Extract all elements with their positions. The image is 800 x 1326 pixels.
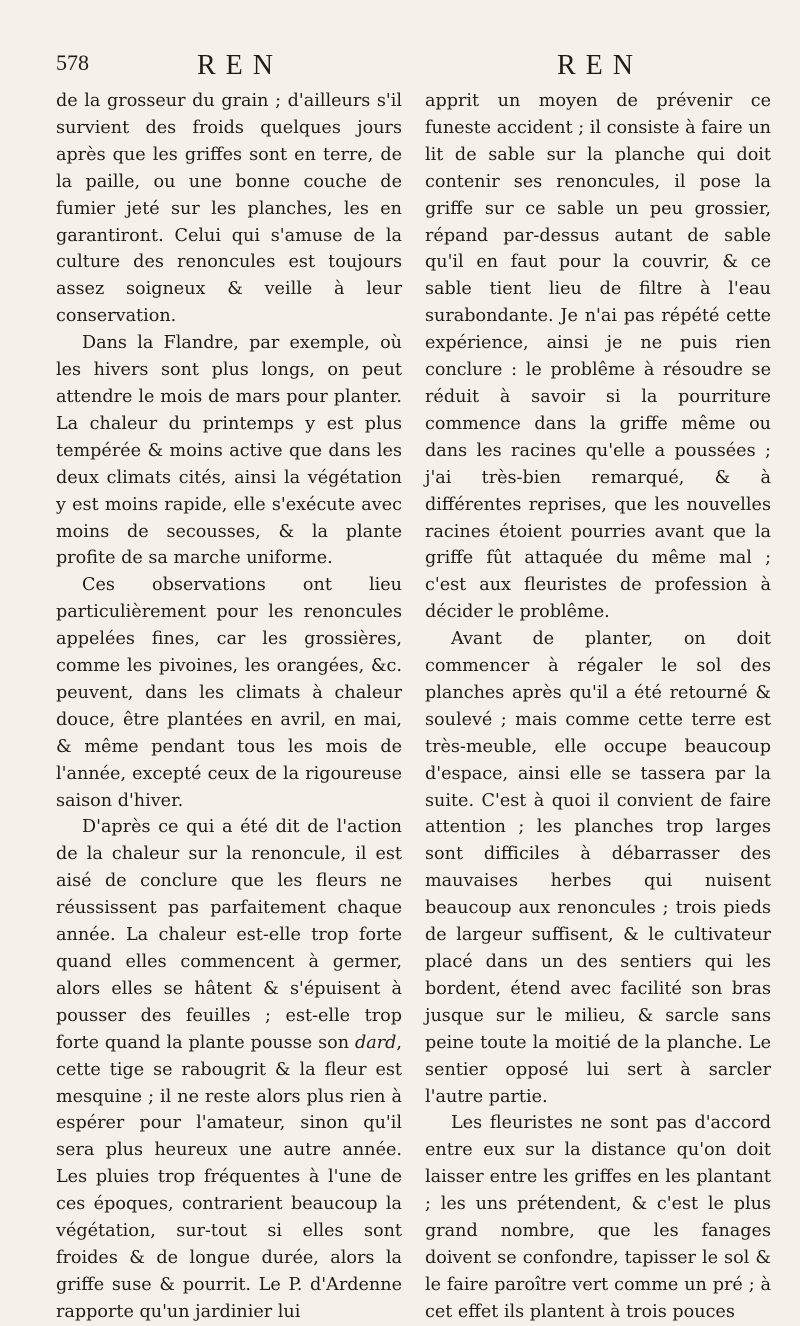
paragraph: Avant de planter, on doit commencer à régaler le sol des planches après qu'il a été retourné & soulevé ; mais comme cette terre est très-meuble, elle occupe beaucoup d'espace, ainsi elle se tassera par la suite. C'est à quoi il convient de faire attention ; les planches trop larges sont difficiles à débarrasser des mauvaises herbes qui nuisent beaucoup aux renoncules ; trois pieds de largeur suffisent, & le cultivateur placé dans un des sentiers qui les bordent, étend avec facilité son bras jusque sur le milieu, & sarcle sans peine toute la moitié de la planche. Le sentier opposé lui sert à sarcler l'autre partie. bbox=[425, 629, 771, 1107]
paragraph: Les fleuristes ne sont pas d'accord entre eux sur la distance qu'on doit laisser entre les griffes en les plantant ; les uns prétendent, & c'est le plus grand nombre, que les fanages doivent se confondre, tapisser le sol & le faire paroître vert comme un pré ; à cet effet ils plantent à trois pouces bbox=[425, 1113, 771, 1322]
left-column bbox=[56, 88, 402, 1326]
paragraph-text: , cette tige se rabougrit & la fleur est mesquine ; il ne reste alors plus rien à espérer pour l'amateur, sinon qu'il sera plus heureux une autre année. Les pluies trop fréquentes à l'une de ces époques, contrarient beaucoup la végétation, sur-tout si elles sont froides & de longue durée, alors la griffe suse & pourrit. Le P. d'Ardenne rapporte qu'un jardinier lui bbox=[56, 1032, 402, 1322]
running-head-right: REN bbox=[557, 50, 643, 81]
paragraph: apprit un moyen de prévenir ce funeste accident ; il consiste à faire un lit de sable sur la planche qui doit contenir ses renoncules, il pose la griffe sur ce sable un peu grossier, répand par-dessus autant de sable qu'il en faut pour la couvrir, & ce sable tient lieu de filtre à l'eau surabondante. Je n'ai pas répété cette expérience, ainsi je ne puis rien conclure : le problême à résoudre se réduit à savoir si la pourriture commence dans la griffe même ou dans les racines qu'elle a poussées ; j'ai très-bien remarqué, & à différentes reprises, que les nouvelles racines étoient pourries avant que la griffe fût attaquée du même mal ; c'est aux fleuristes de profession à décider le problême. bbox=[425, 91, 771, 623]
italic-term: dard bbox=[354, 1032, 397, 1053]
right-column bbox=[425, 88, 771, 1326]
paragraph: Dans la Flandre, par exemple, où les hivers sont plus longs, on peut attendre le mois de mars pour planter. La chaleur du printemps y est plus tempérée & moins active que dans les deux climats cités, ainsi la végétation y est moins rapide, elle s'exécute avec moins de secousses, & la plante profite de sa marche uniforme. bbox=[56, 333, 402, 569]
paragraph-text: D'après ce qui a été dit de l'action de la chaleur sur la renoncule, il est aisé de conclure que les fleurs ne réussissent pas parfaitement chaque année. La chaleur est-elle trop forte quand elles commencent à germer, alors elles se hâtent & s'épuisent à pousser des feuilles ; est-elle trop forte quand la plante pousse son bbox=[56, 817, 402, 1053]
paragraph: de la grosseur du grain ; d'ailleurs s'il survient des froids quelques jours après que les griffes sont en terre, de la paille, ou une bonne couche de fumier jeté sur les planches, les en garantiront. Celui qui s'amuse de la culture des renoncules est toujours assez soigneux & veille à leur conservation. bbox=[56, 91, 402, 327]
page-number: 578 bbox=[56, 50, 89, 75]
paragraph bbox=[56, 814, 402, 1325]
paragraph: Ces observations ont lieu particulièrement pour les renoncules appelées fines, car les grossières, comme les pivoines, les orangées, &c. peuvent, dans les climats à chaleur douce, être plantées en avril, en mai, & même pendant tous les mois de l'année, excepté ceux de la rigoureuse saison d'hiver. bbox=[56, 575, 402, 811]
page-header bbox=[0, 50, 800, 86]
running-head-left: REN bbox=[197, 50, 283, 81]
